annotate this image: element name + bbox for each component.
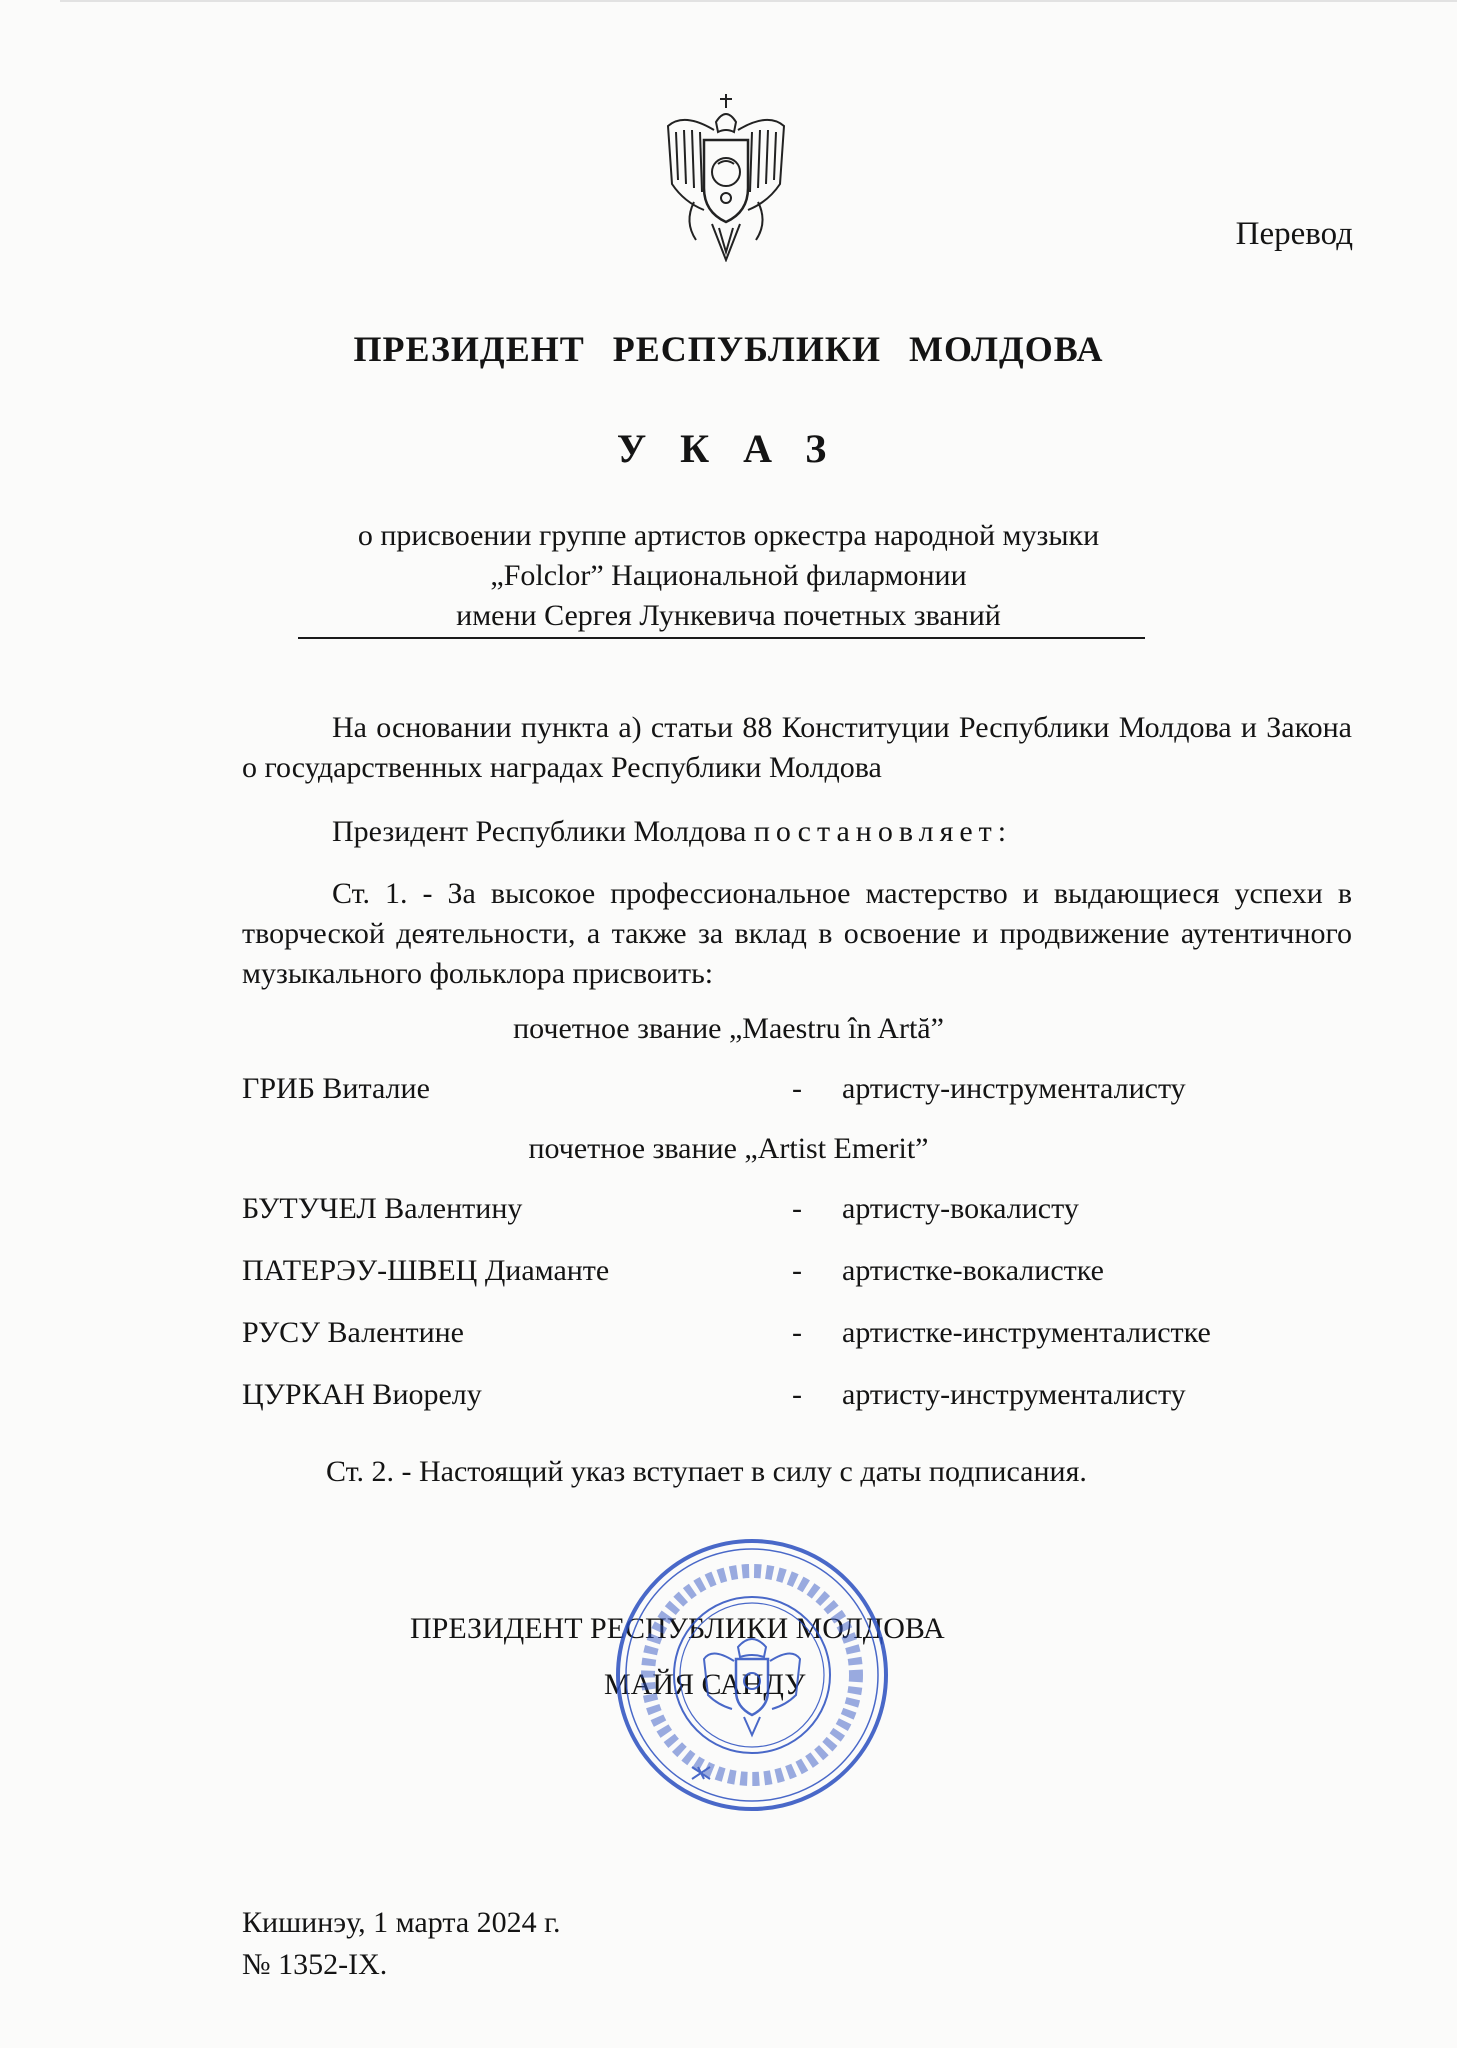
award-row xyxy=(242,1316,1392,1356)
awardee-name: БУТУЧЕЛ Валентину xyxy=(242,1192,523,1225)
article-2-text: Ст. 2. - Настоящий указ вступает в силу с даты подписания. xyxy=(326,1455,1087,1488)
awardee-role: артисту-вокалисту xyxy=(842,1192,1079,1225)
signatory-name: МАЙЯ САНДУ xyxy=(604,1668,806,1701)
subject-line-3: имени Сергея Лункевича почетных званий xyxy=(456,599,1001,632)
decrees-verb: постановляет: xyxy=(753,815,1013,848)
awardee-role: артистке-вокалистке xyxy=(842,1254,1104,1287)
preamble-paragraph: На основании пункта а) статьи 88 Конституции Республики Молдова и Закона о государственных наградах Республики Молдова xyxy=(242,711,1352,784)
award-row xyxy=(242,1192,1392,1232)
presidential-seal-icon xyxy=(612,1535,892,1815)
article-1-text: Ст. 1. - За высокое профессиональное мастерство и выдающиеся успехи в творческой деятельности, а также за вклад в освоение и продвижение аутентичного музыкального фольклора присвоить: xyxy=(242,877,1352,990)
awardee-role: артисту-инструменталисту xyxy=(842,1072,1186,1105)
awardee-name: ПАТЕРЭУ-ШВЕЦ Диаманте xyxy=(242,1254,610,1287)
row-dash: - xyxy=(792,1072,802,1105)
place-and-date: Кишинэу, 1 марта 2024 г. xyxy=(242,1906,561,1939)
awardee-name: ГРИБ Виталие xyxy=(242,1072,430,1105)
subject-line-2: „Folclor” Национальной филармонии xyxy=(490,559,967,592)
translation-note: Перевод xyxy=(1235,216,1353,252)
row-dash: - xyxy=(792,1316,802,1349)
decree-number: № 1352-IX. xyxy=(242,1948,388,1981)
title-maestru-heading: почетное звание „Maestru în Artă” xyxy=(513,1012,944,1045)
awardee-name: РУСУ Валентине xyxy=(242,1316,464,1349)
document-title: ПРЕЗИДЕНТ РЕСПУБЛИКИ МОЛДОВА xyxy=(353,329,1104,369)
award-row xyxy=(242,1254,1392,1294)
signatory-position: ПРЕЗИДЕНТ РЕСПУБЛИКИ МОЛДОВА xyxy=(410,1612,945,1645)
decree-subject xyxy=(0,516,1457,636)
row-dash: - xyxy=(792,1254,802,1287)
president-decrees-line xyxy=(242,812,1442,852)
moldova-coat-of-arms-icon xyxy=(664,92,788,262)
title-emerit-heading: почетное звание „Artist Emerit” xyxy=(528,1132,929,1165)
document-type: УКАЗ xyxy=(616,426,861,471)
awardee-role: артистке-инструменталистке xyxy=(842,1316,1211,1349)
award-row xyxy=(242,1378,1392,1418)
row-dash: - xyxy=(792,1192,802,1225)
award-row xyxy=(242,1072,1392,1112)
row-dash: - xyxy=(792,1378,802,1411)
scan-edge xyxy=(60,0,1457,2)
subject-line-1: о присвоении группе артистов оркестра народной музыки xyxy=(357,519,1100,552)
awardee-role: артисту-инструменталисту xyxy=(842,1378,1186,1411)
president-decrees-lead: Президент Республики Молдова xyxy=(332,815,754,848)
awardee-name: ЦУРКАН Виорелу xyxy=(242,1378,482,1411)
subject-underline xyxy=(298,637,1145,639)
